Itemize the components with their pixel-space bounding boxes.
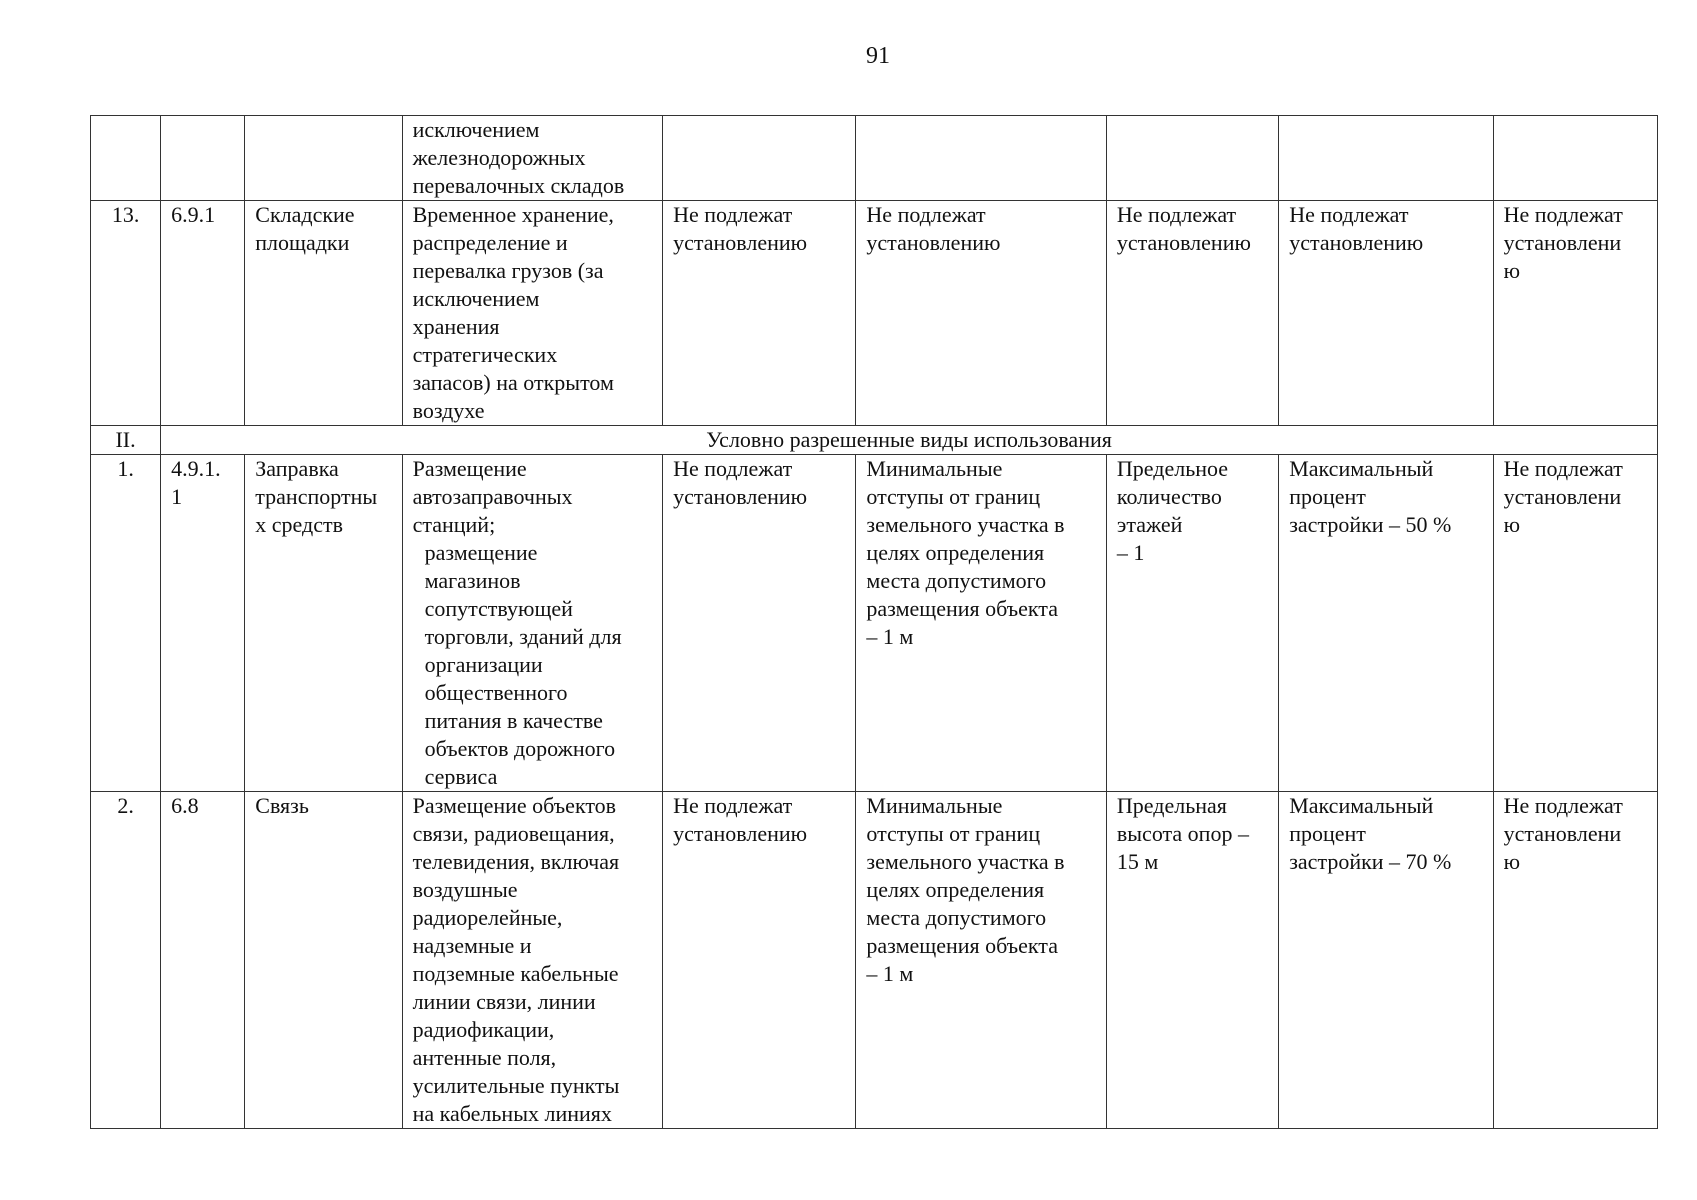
section-number: II.	[91, 426, 161, 455]
cell-param-3	[1106, 116, 1278, 201]
cell-param-1	[663, 116, 856, 201]
table-row	[91, 201, 1658, 426]
description-head: Размещение автозаправочных станций;	[412, 456, 573, 537]
cell-description: Размещение объектов связи, радиовещания, телевидения, включая воздушные радиорелейные, надземные и подземные кабельные линии связи, линии радиофикации, антенные поля, усилительные пункты на кабельных линиях	[402, 792, 662, 1129]
description-tail: размещение магазинов сопутствующей торговли, зданий для организации общественного питания в качестве объектов дорожного сервиса	[424, 540, 622, 789]
cell-param-3: Предельное количество этажей – 1	[1106, 455, 1278, 792]
land-use-table	[90, 115, 1658, 1129]
cell-description	[402, 455, 662, 792]
cell-param-2: Минимальные отступы от границ земельного участка в целях определения места допустимого размещения объекта – 1 м	[856, 792, 1106, 1129]
cell-param-4: Не подлежат установлению	[1279, 201, 1493, 426]
cell-param-4	[1279, 116, 1493, 201]
cell-param-3: Не подлежат установлению	[1106, 201, 1278, 426]
section-header-row	[91, 426, 1658, 455]
page-number: 91	[866, 43, 890, 69]
cell-description: Временное хранение, распределение и перевалка грузов (за исключением хранения стратегических запасов) на открытом воздухе	[402, 201, 662, 426]
cell-code: 6.8	[161, 792, 245, 1129]
cell-use-name: Связь	[245, 792, 402, 1129]
cell-param-5: Не подлежат установлени ю	[1493, 455, 1657, 792]
cell-param-5	[1493, 116, 1657, 201]
cell-param-4: Максимальный процент застройки – 50 %	[1279, 455, 1493, 792]
cell-use-name: Складские площадки	[245, 201, 402, 426]
cell-number: 13.	[91, 201, 161, 426]
cell-param-2: Не подлежат установлению	[856, 201, 1106, 426]
cell-use-name	[245, 116, 402, 201]
cell-code	[161, 116, 245, 201]
table-row-continuation	[91, 116, 1658, 201]
cell-param-4: Максимальный процент застройки – 70 %	[1279, 792, 1493, 1129]
table-row	[91, 792, 1658, 1129]
cell-param-1: Не подлежат установлению	[663, 201, 856, 426]
cell-param-1: Не подлежат установлению	[663, 792, 856, 1129]
cell-param-5: Не подлежат установлени ю	[1493, 792, 1657, 1129]
cell-number: 2.	[91, 792, 161, 1129]
cell-use-name: Заправка транспортны х средств	[245, 455, 402, 792]
section-title: Условно разрешенные виды использования	[161, 426, 1658, 455]
cell-param-3: Предельная высота опор – 15 м	[1106, 792, 1278, 1129]
cell-param-2: Минимальные отступы от границ земельного участка в целях определения места допустимого размещения объекта – 1 м	[856, 455, 1106, 792]
cell-param-5: Не подлежат установлени ю	[1493, 201, 1657, 426]
table-row	[91, 455, 1658, 792]
cell-param-2	[856, 116, 1106, 201]
cell-code: 6.9.1	[161, 201, 245, 426]
cell-number: 1.	[91, 455, 161, 792]
cell-param-1: Не подлежат установлению	[663, 455, 856, 792]
cell-description: исключением железнодорожных перевалочных складов	[402, 116, 662, 201]
cell-code: 4.9.1. 1	[161, 455, 245, 792]
cell-number	[91, 116, 161, 201]
